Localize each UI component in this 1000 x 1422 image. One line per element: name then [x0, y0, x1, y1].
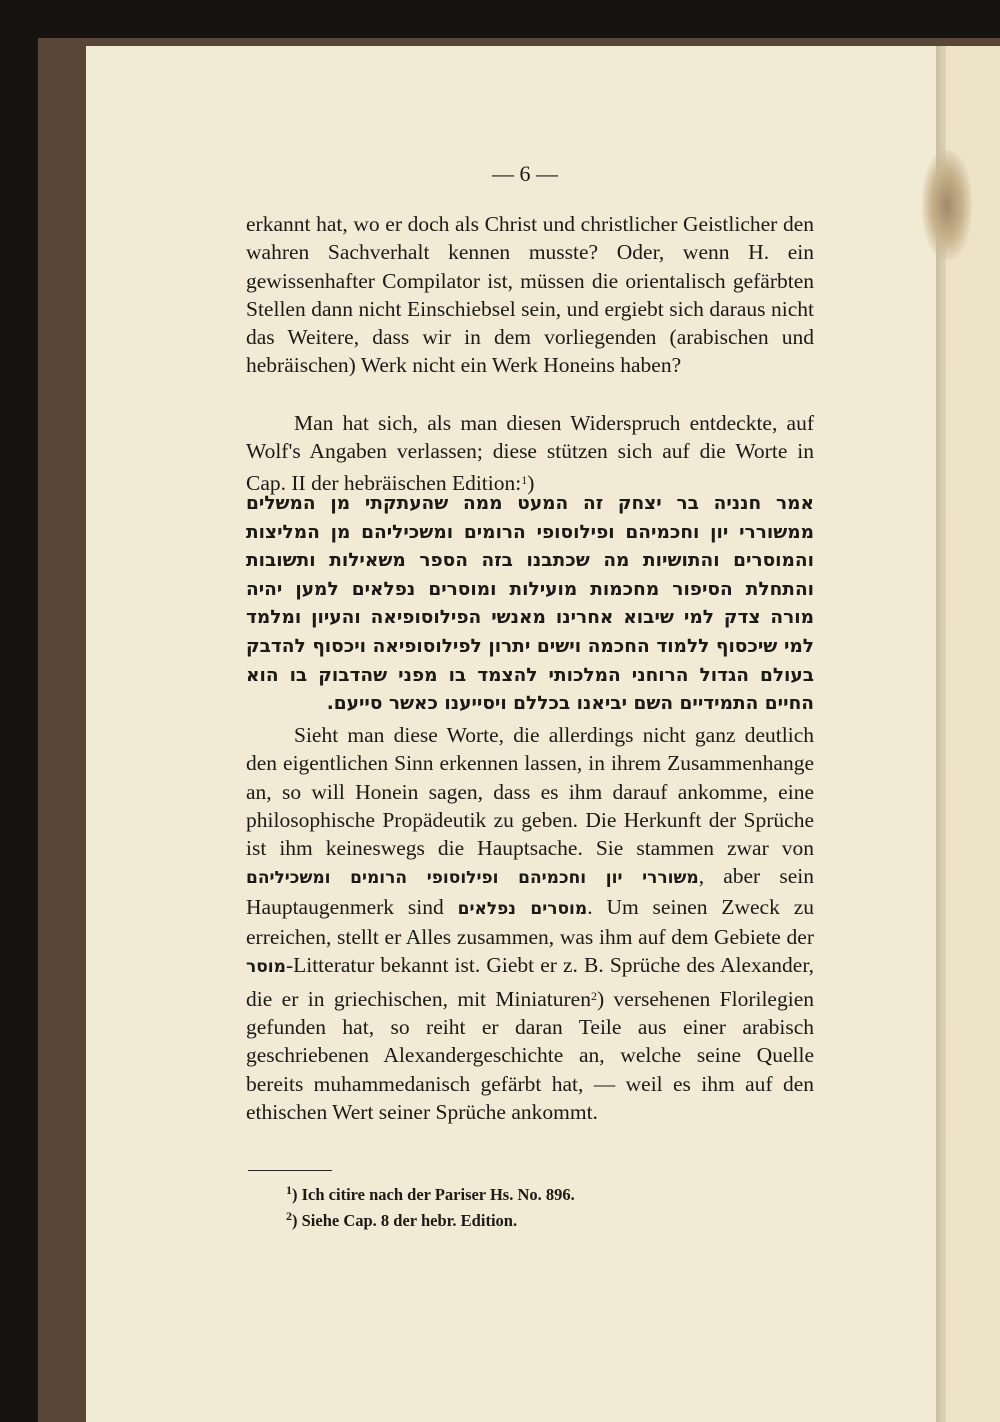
footnote-mark: 2: [286, 1209, 292, 1223]
footnote-ref-1: 1: [521, 472, 528, 487]
footnote-mark: 1: [286, 1183, 292, 1197]
inline-hebrew-1: משוררי יון וחכמיהם ופילוסופי הרומים ומשכיליהם: [246, 868, 699, 889]
paragraph-1: erkannt hat, wo er doch als Christ und christlicher Geistlicher den wahren Sachverhalt kennen musste? Oder, wenn H. ein gewissenhafter Compilator ist, müssen die orientalisch gefärbten Stellen dann nicht Einschiebsel sein, und ergiebt sich daraus nicht das Weitere, dass wir in dem vorliegenden (arabischen und hebräischen) Werk nicht ein Werk Honeins haben?: [246, 212, 814, 378]
paragraph-2: [246, 409, 814, 497]
paragraph-3-text-c: . Um seinen Zweck zu erreichen, stellt er Alles zusammen, was ihm auf dem Gebiete der: [246, 894, 814, 950]
footnote-divider: [248, 1170, 332, 1171]
paragraph-3-text-a: Sieht man diese Worte, die allerdings nicht ganz deutlich den eigentlichen Sinn erkennen lassen, in ihrem Zusammenhange an, so will Honein sagen, dass es ihm darauf ankomme, eine philosophische Propädeutik zu geben. Die Herkunft der Sprüche ist ihm keineswegs die Hauptsache. Sie stammen zwar von: [246, 723, 814, 861]
paragraph-3-text-d: -Litteratur bekannt ist. Giebt er z. B. Sprüche des Alexander, die er in griechischen, mit Miniaturen: [246, 953, 814, 1011]
page-number: — 6 —: [492, 161, 558, 186]
paragraph-2-close: ): [527, 470, 535, 495]
paper-stain: [922, 150, 972, 260]
paragraph-3: [246, 721, 814, 1126]
inline-hebrew-3: מוסר: [246, 957, 286, 978]
paragraph-3-text-b: , aber sein Hauptaugenmerk sind: [246, 864, 814, 919]
inline-hebrew-2: מוסרים נפלאים: [457, 898, 588, 919]
footnote-ref-2: 2: [590, 988, 597, 1003]
footnote-text: ) Siehe Cap. 8 der hebr. Edition.: [292, 1211, 518, 1230]
paragraph-2-text: Man hat sich, als man diesen Widerspruch entdeckte, auf Wolf's Angaben verlassen; diese stützen sich auf die Worte in Cap. II der hebräischen Edition:: [246, 411, 814, 495]
footnote-1: [286, 1183, 575, 1205]
footnote-text: ) Ich citire nach der Pariser Hs. No. 896.: [292, 1185, 575, 1204]
hebrew-quote: אמר חנניה בר יצחק זה המעט ממה שהעתקתי מן המשלים ממשוררי יון וחכמיהם ופילוסופי הרומים ומשכיליהם מן המליצות והמוסרים והתושיות מה שכתבנו בזה הספר משאילות ותשובות והתחלת הסיפור מחכמות מועילות ומוסרים נפלאים למען יהיה מורה צדק למי שיבוא אחרינו מאנשי הפילוסופיאה והעיון ומלמד למי שיכסוף ללמוד החכמה וישים יתרון לפילוסופיאה ויכסוף להדבק בעולם הגדול הרוחני המלכותי להצמד בו מפני שהדבוק בו הוא החיים התמידיים השם יביאנו בכללם ויסייענו כאשר סייעם.: [246, 493, 814, 715]
paragraph-3-text-e: ) versehenen Florilegien gefunden hat, so reiht er daran Teile aus einer arabisch geschriebenen Alexandergeschichte an, welche seine Quelle bereits muhammedanisch gefärbt hat, — weil es ihm auf den ethischen Wert seiner Sprüche ankommt.: [246, 986, 814, 1124]
footnote-2: [286, 1209, 517, 1231]
